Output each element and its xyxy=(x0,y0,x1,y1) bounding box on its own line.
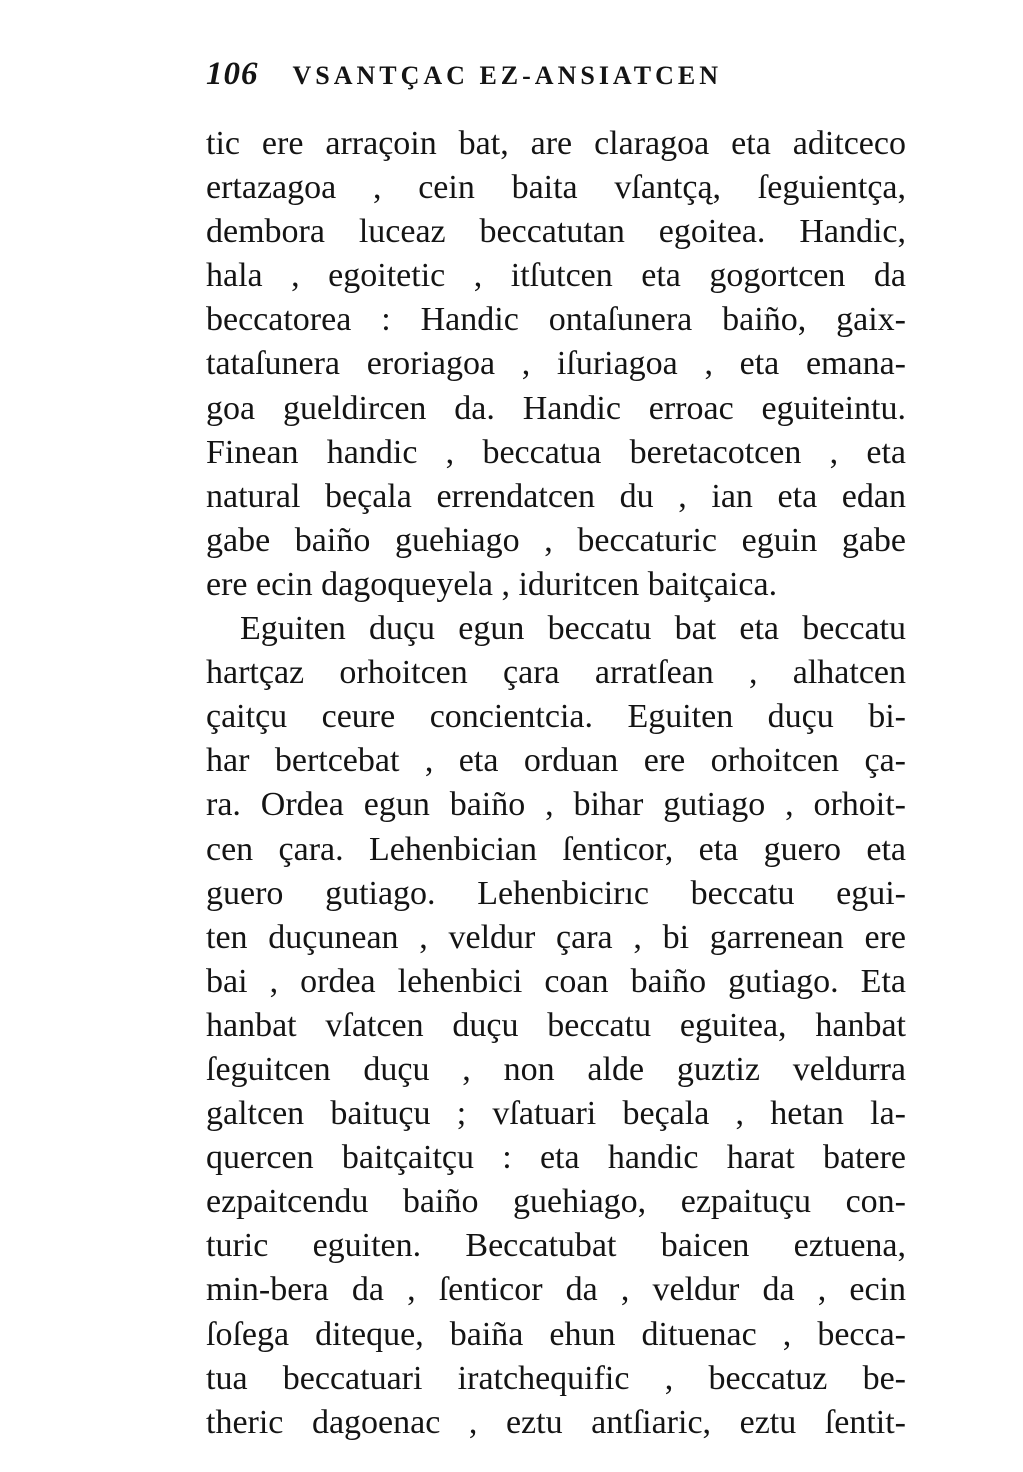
running-title: VSANTÇAC EZ-ANSIATCEN xyxy=(292,61,723,90)
text-line: tic ere arraçoin bat, are claragoa eta aditceco xyxy=(206,125,906,162)
text-line: galtcen baituçu ; vſatuari beçala , hetan la- xyxy=(206,1095,906,1133)
text-line: ſeguitcen duçu , non alde guztiz veldurra xyxy=(206,1050,906,1088)
text-line: ra. Ordea egun baiño , bihar gutiago , orhoit- xyxy=(206,786,906,824)
paragraph-1 xyxy=(206,122,906,607)
text-line: Finean handic , beccatua beretacotcen , eta xyxy=(206,433,906,471)
text-line: tataſunera eroriagoa , iſuriagoa , eta emana- xyxy=(206,345,906,383)
body-text xyxy=(206,122,906,1445)
text-line: ten duçunean , veldur çara , bi garrenean ere xyxy=(206,918,906,956)
paragraph-2 xyxy=(206,607,906,1445)
text-line: ertazagoa , cein baita vſantçą, ſeguientça, xyxy=(206,169,906,207)
text-line: hartçaz orhoitcen çara arratſean , alhatcen xyxy=(206,654,906,692)
text-line: bai , ordea lehenbici coan baiño gutiago. Eta xyxy=(206,962,906,1000)
text-line: har bertcebat , eta orduan ere orhoitcen ça- xyxy=(206,742,906,780)
text-line: turic eguiten. Beccatubat baicen eztuena, xyxy=(206,1227,906,1265)
text-line: natural beçala errendatcen du , ian eta edan xyxy=(206,477,906,515)
text-line: cen çara. Lehenbician ſenticor, eta guero eta xyxy=(206,830,906,868)
text-line: gabe baiño guehiago , beccaturic eguin gabe xyxy=(206,521,906,559)
text-line: min-bera da , ſenticor da , veldur da , ecin xyxy=(206,1271,906,1309)
text-line: theric dagoenac , eztu antſiaric, eztu ſentit- xyxy=(206,1403,906,1441)
text-line: ezpaitcendu baiño guehiago, ezpaituçu con- xyxy=(206,1183,906,1221)
page-number: 106 xyxy=(206,56,259,92)
text-line: goa gueldircen da. Handic erroac eguiteintu. xyxy=(206,389,906,427)
running-head xyxy=(206,56,906,106)
text-line: çaitçu ceure concientcia. Eguiten duçu bi- xyxy=(206,698,906,736)
text-line: Eguiten duçu egun beccatu bat eta beccatu xyxy=(240,610,906,648)
text-line: hala , egoitetic , itſutcen eta gogortcen da xyxy=(206,257,906,295)
text-line: ere ecin dagoqueyela , iduritcen baitçaica. xyxy=(206,565,778,603)
text-line: ſoſega diteque, baiña ehun dituenac , becca- xyxy=(206,1315,906,1353)
text-line: tua beccatuari iratchequific , beccatuz be- xyxy=(206,1359,906,1397)
text-line: quercen baitçaitçu : eta handic harat batere xyxy=(206,1139,906,1177)
text-line: beccatorea : Handic ontaſunera baiño, gaix- xyxy=(206,301,906,339)
text-line: guero gutiago. Lehenbicirıc beccatu egui- xyxy=(206,874,906,912)
text-line: hanbat vſatcen duçu beccatu eguitea, hanbat xyxy=(206,1006,906,1044)
text-line: dembora luceaz beccatutan egoitea. Handic, xyxy=(206,213,906,251)
